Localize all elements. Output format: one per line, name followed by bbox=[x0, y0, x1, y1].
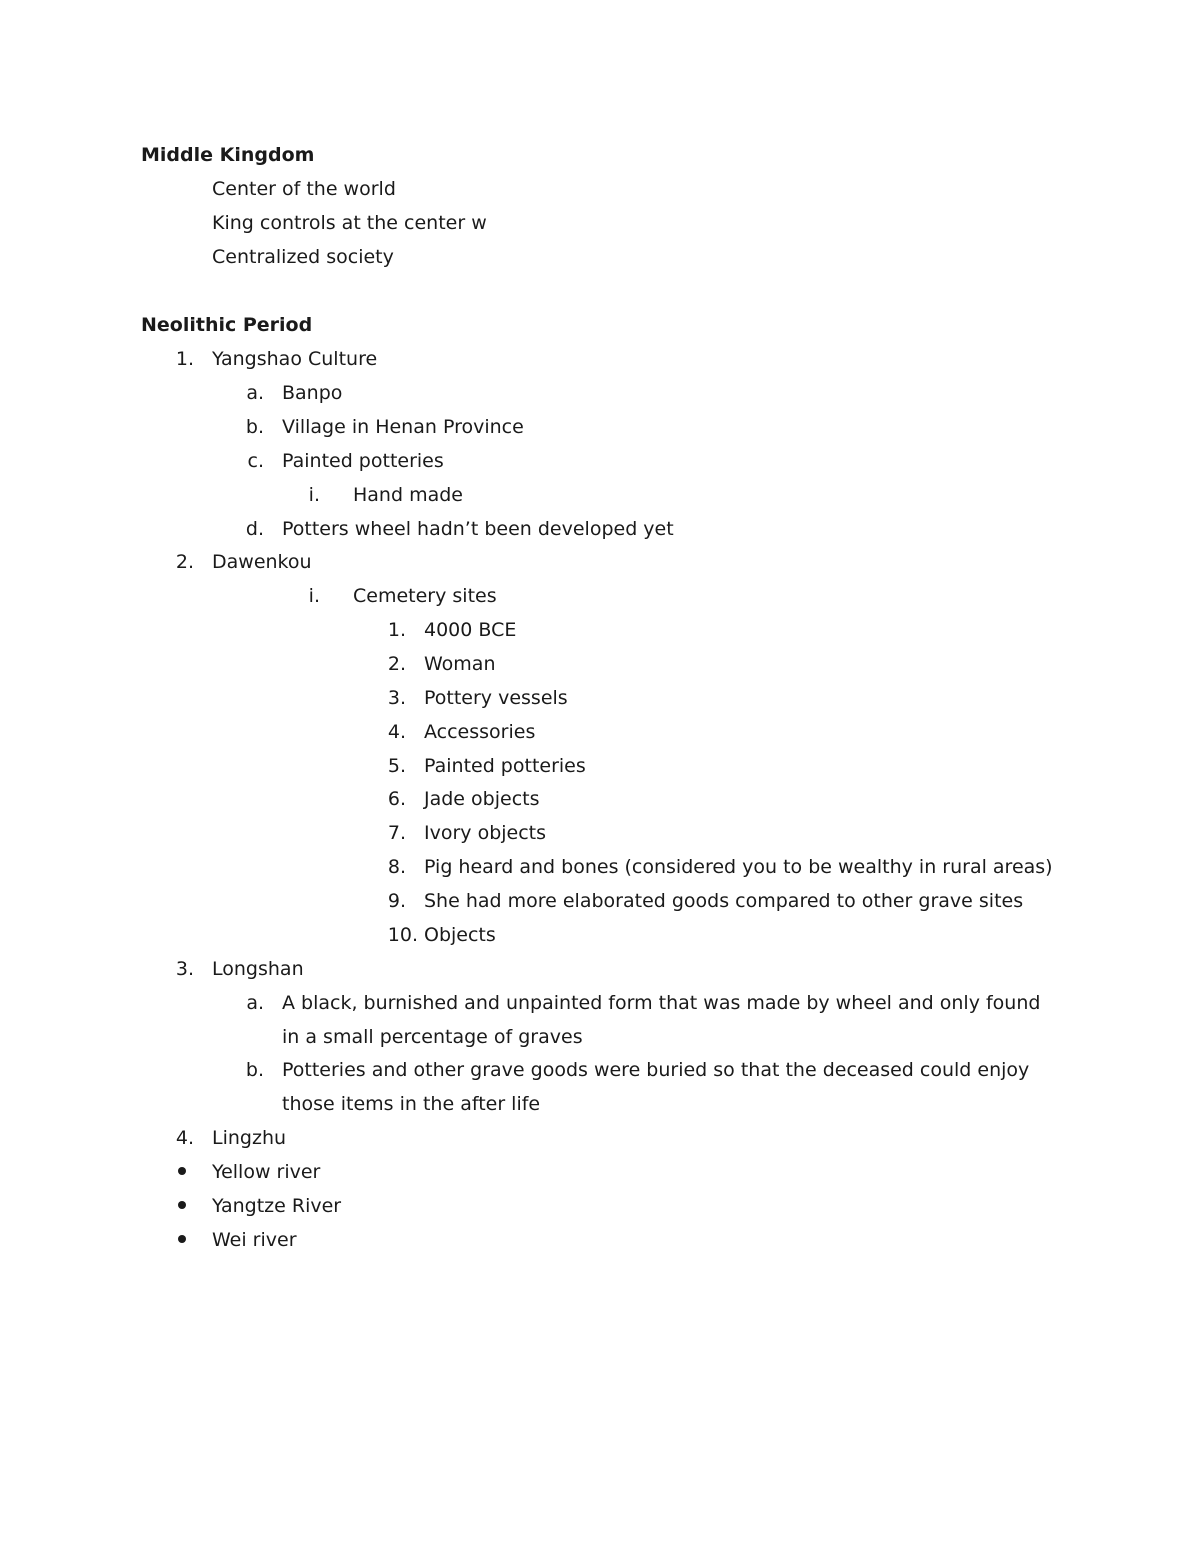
list-item: 4000 BCE bbox=[424, 619, 517, 641]
section-heading-neolithic-period: Neolithic Period bbox=[141, 314, 313, 336]
list-marker: 1. bbox=[387, 619, 406, 641]
list-marker: d. bbox=[245, 518, 264, 540]
list-marker: a. bbox=[246, 992, 264, 1014]
list-marker: 8. bbox=[387, 856, 406, 878]
list-item: Centralized society bbox=[212, 246, 394, 268]
list-marker: 3. bbox=[175, 958, 194, 980]
list-marker: c. bbox=[247, 450, 264, 472]
list-item: Village in Henan Province bbox=[282, 416, 524, 438]
bullet-icon bbox=[178, 1235, 186, 1243]
list-item: Cemetery sites bbox=[353, 585, 497, 607]
list-marker: 9. bbox=[387, 890, 406, 912]
list-item: Painted potteries bbox=[282, 450, 444, 472]
list-marker: a. bbox=[246, 382, 264, 404]
list-item-dawenkou: Dawenkou bbox=[212, 551, 312, 573]
bullet-icon bbox=[178, 1201, 186, 1209]
list-item: Pottery vessels bbox=[424, 687, 568, 709]
list-marker: 4. bbox=[175, 1127, 194, 1149]
list-item: Objects bbox=[424, 924, 496, 946]
list-marker: i. bbox=[308, 484, 320, 506]
bullet-item: Wei river bbox=[212, 1229, 297, 1251]
list-item: She had more elaborated goods compared to other grave sites bbox=[424, 890, 1024, 912]
list-item: Potters wheel hadn’t been developed yet bbox=[282, 518, 674, 540]
list-marker: 2. bbox=[175, 551, 194, 573]
list-item: Hand made bbox=[353, 484, 463, 506]
list-marker: b. bbox=[245, 416, 264, 438]
section-heading-middle-kingdom: Middle Kingdom bbox=[141, 144, 315, 166]
list-marker: 4. bbox=[387, 721, 406, 743]
list-marker: 5. bbox=[387, 755, 406, 777]
list-marker: 2. bbox=[387, 653, 406, 675]
list-marker: b. bbox=[245, 1059, 264, 1081]
list-item: Jade objects bbox=[424, 788, 540, 810]
bullet-item: Yellow river bbox=[212, 1161, 321, 1183]
list-item-continuation: in a small percentage of graves bbox=[282, 1026, 583, 1048]
list-item: King controls at the center w bbox=[212, 212, 487, 234]
bullet-icon bbox=[178, 1167, 186, 1175]
list-item-lingzhu: Lingzhu bbox=[212, 1127, 287, 1149]
list-item: Woman bbox=[424, 653, 496, 675]
bullet-item: Yangtze River bbox=[212, 1195, 342, 1217]
list-item: Accessories bbox=[424, 721, 536, 743]
list-marker: 1. bbox=[175, 348, 194, 370]
list-item: A black, burnished and unpainted form that was made by wheel and only found bbox=[282, 992, 1041, 1014]
list-marker: i. bbox=[308, 585, 320, 607]
list-marker: 6. bbox=[387, 788, 406, 810]
list-item: Banpo bbox=[282, 382, 343, 404]
list-marker: 3. bbox=[387, 687, 406, 709]
list-item-yangshao: Yangshao Culture bbox=[212, 348, 378, 370]
list-marker: 10. bbox=[387, 924, 418, 946]
list-item-longshan: Longshan bbox=[212, 958, 304, 980]
list-item: Center of the world bbox=[212, 178, 396, 200]
list-item: Potteries and other grave goods were buried so that the deceased could enjoy bbox=[282, 1059, 1030, 1081]
list-marker: 7. bbox=[387, 822, 406, 844]
list-item: Pig heard and bones (considered you to be wealthy in rural areas) bbox=[424, 856, 1053, 878]
list-item: Painted potteries bbox=[424, 755, 586, 777]
list-item-continuation: those items in the after life bbox=[282, 1093, 541, 1115]
list-item: Ivory objects bbox=[424, 822, 547, 844]
